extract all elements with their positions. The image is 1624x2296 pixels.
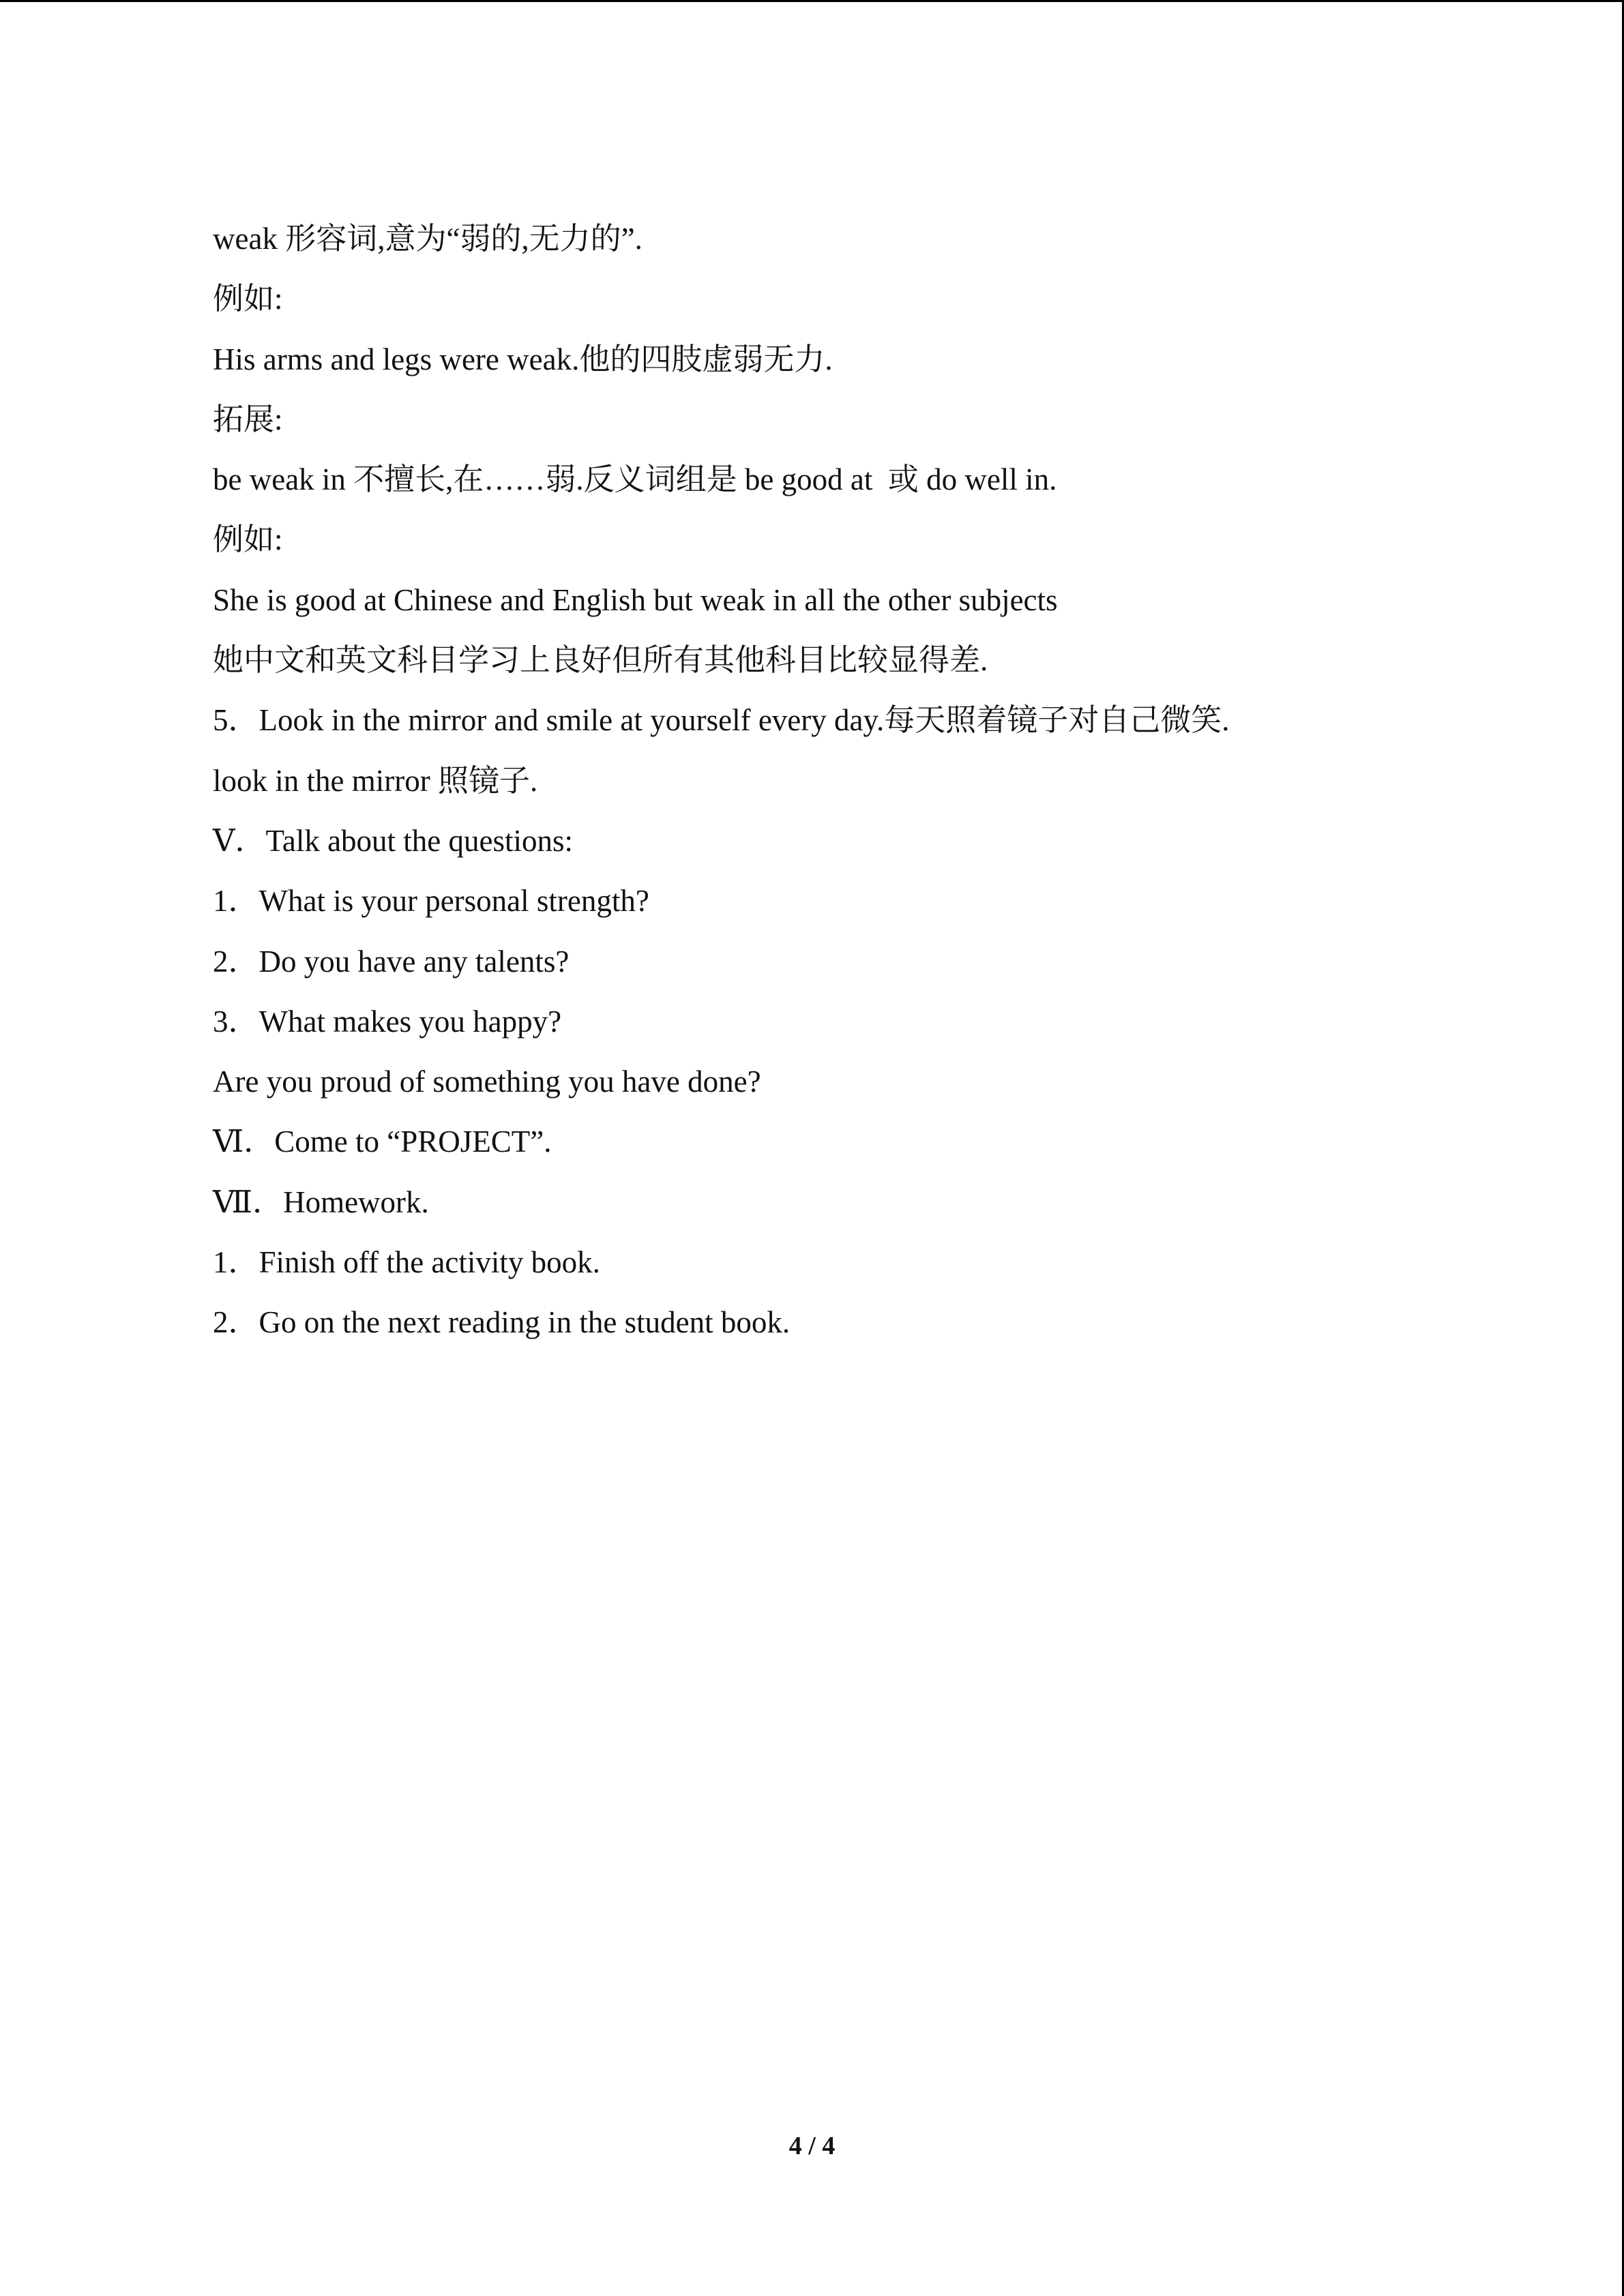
section-heading: Ⅵ．Come to “PROJECT”. [213,1124,552,1159]
section-heading: Ⅴ．Talk about the questions: [213,823,574,858]
top-border [0,0,1624,2]
text-line: 例如: [213,522,283,557]
list-item: 3．What makes you happy? [213,1004,562,1039]
document-body [213,209,1509,1353]
text-line: 例如: [213,282,283,316]
text-line: 拓展: [213,402,283,436]
text-line: look in the mirror 照镜子. [213,763,538,798]
text-line: 她中文和英文科目学习上良好但所有其他科目比较显得差. [213,643,988,678]
text-line: His arms and legs were weak.他的四肢虚弱无力. [213,342,833,376]
text-line: Are you proud of something you have done? [213,1064,761,1099]
list-item: 2．Go on the next reading in the student book. [213,1305,791,1340]
list-item: 2．Do you have any talents? [213,944,570,979]
list-item: 1．What is your personal strength? [213,884,649,919]
text-line: 5．Look in the mirror and smile at yourself every day.每天照着镜子对自己微笑. [213,703,1230,738]
page-number: 4 / 4 [788,2132,836,2160]
text-line: weak 形容词,意为“弱的,无力的”. [213,222,643,256]
text-line: She is good at Chinese and English but weak in all the other subjects [213,582,1058,617]
section-heading: Ⅶ．Homework. [213,1184,429,1219]
text-line: be weak in 不擅长,在……弱.反义词组是 be good at 或 do well in. [213,462,1057,497]
list-item: 1．Finish off the activity book. [213,1245,600,1280]
